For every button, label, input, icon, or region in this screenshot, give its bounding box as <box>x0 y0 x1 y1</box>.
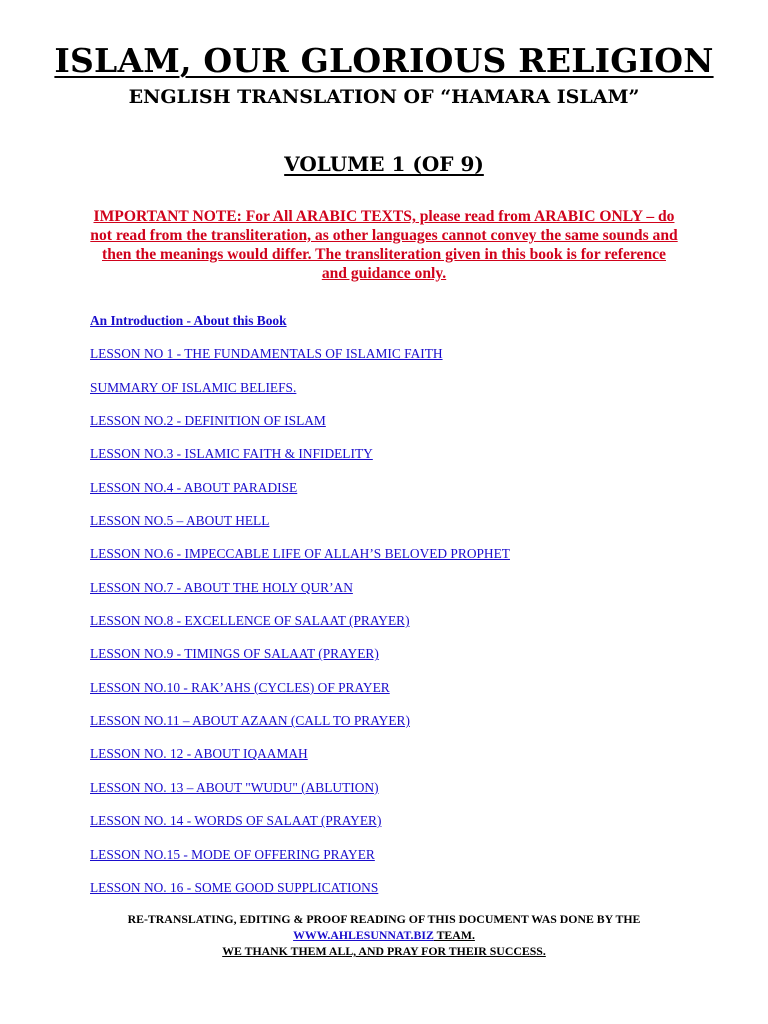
credits-line-1: RE-TRANSLATING, EDITING & PROOF READING OF THIS DOCUMENT WAS DONE BY THE <box>127 912 641 926</box>
credits-footer <box>0 911 768 959</box>
toc-item <box>90 544 710 577</box>
toc-item <box>90 511 710 544</box>
toc-link-lesson-12[interactable]: LESSON NO. 12 - ABOUT IQAAMAH <box>90 746 308 762</box>
credits-team-text: TEAM. <box>433 928 475 942</box>
toc-link-introduction[interactable]: An Introduction - About this Book <box>90 313 287 328</box>
toc-link-lesson-16[interactable]: LESSON NO. 16 - SOME GOOD SUPPLICATIONS <box>90 879 379 895</box>
toc-item <box>90 845 710 878</box>
toc-link-lesson-11[interactable]: LESSON NO.11 – ABOUT AZAAN (CALL TO PRAYER) <box>90 713 410 729</box>
toc-item <box>90 744 710 777</box>
toc-item <box>90 878 710 911</box>
toc-item <box>90 444 710 477</box>
toc-item <box>90 811 710 844</box>
toc-item <box>90 778 710 811</box>
toc-link-lesson-8[interactable]: LESSON NO.8 - EXCELLENCE OF SALAAT (PRAYER) <box>90 613 410 629</box>
important-note: IMPORTANT NOTE: For All ARABIC TEXTS, please read from ARABIC ONLY – do not read from the transliteration, as other languages cannot convey the same sounds and then the meanings would differ. The transliteration given in this book is for reference and guidance only. <box>90 208 678 282</box>
toc-link-lesson-5[interactable]: LESSON NO.5 – ABOUT HELL <box>90 513 270 529</box>
toc-item <box>90 678 710 711</box>
toc-link-lesson-7[interactable]: LESSON NO.7 - ABOUT THE HOLY QUR’AN <box>90 579 353 595</box>
document-subtitle: ENGLISH TRANSLATION OF “HAMARA ISLAM” <box>128 86 640 108</box>
table-of-contents <box>90 311 710 911</box>
toc-link-lesson-3[interactable]: LESSON NO.3 - ISLAMIC FAITH & INFIDELITY <box>90 446 373 462</box>
credits-line-2 <box>0 927 768 943</box>
toc-item <box>90 311 710 344</box>
toc-item <box>90 644 710 677</box>
toc-link-lesson-1[interactable]: LESSON NO 1 - THE FUNDAMENTALS OF ISLAMIC FAITH <box>90 346 443 362</box>
toc-link-lesson-6[interactable]: LESSON NO.6 - IMPECCABLE LIFE OF ALLAH’S BELOVED PROPHET <box>90 546 510 562</box>
toc-item <box>90 578 710 611</box>
toc-item <box>90 411 710 444</box>
toc-link-lesson-14[interactable]: LESSON NO. 14 - WORDS OF SALAAT (PRAYER) <box>90 813 382 829</box>
toc-link-summary[interactable]: SUMMARY OF ISLAMIC BELIEFS. <box>90 379 297 395</box>
toc-link-lesson-4[interactable]: LESSON NO.4 - ABOUT PARADISE <box>90 479 298 495</box>
credits-line-3: WE THANK THEM ALL, AND PRAY FOR THEIR SUCCESS. <box>222 944 546 958</box>
toc-link-lesson-10[interactable]: LESSON NO.10 - RAK’AHS (CYCLES) OF PRAYER <box>90 679 390 695</box>
toc-item <box>90 344 710 377</box>
toc-item <box>90 478 710 511</box>
toc-link-lesson-9[interactable]: LESSON NO.9 - TIMINGS OF SALAAT (PRAYER) <box>90 646 379 662</box>
toc-item <box>90 711 710 744</box>
toc-item <box>90 611 710 644</box>
toc-link-lesson-15[interactable]: LESSON NO.15 - MODE OF OFFERING PRAYER <box>90 846 375 862</box>
toc-link-lesson-2[interactable]: LESSON NO.2 - DEFINITION OF ISLAM <box>90 413 326 429</box>
toc-item <box>90 378 710 411</box>
volume-heading: VOLUME 1 (OF 9) <box>284 152 484 176</box>
document-title: ISLAM, OUR GLORIOUS RELIGION <box>54 41 714 80</box>
toc-link-lesson-13[interactable]: LESSON NO. 13 – ABOUT "WUDU" (ABLUTION) <box>90 779 379 795</box>
website-link[interactable]: WWW.AHLESUNNAT.BIZ <box>293 928 434 942</box>
